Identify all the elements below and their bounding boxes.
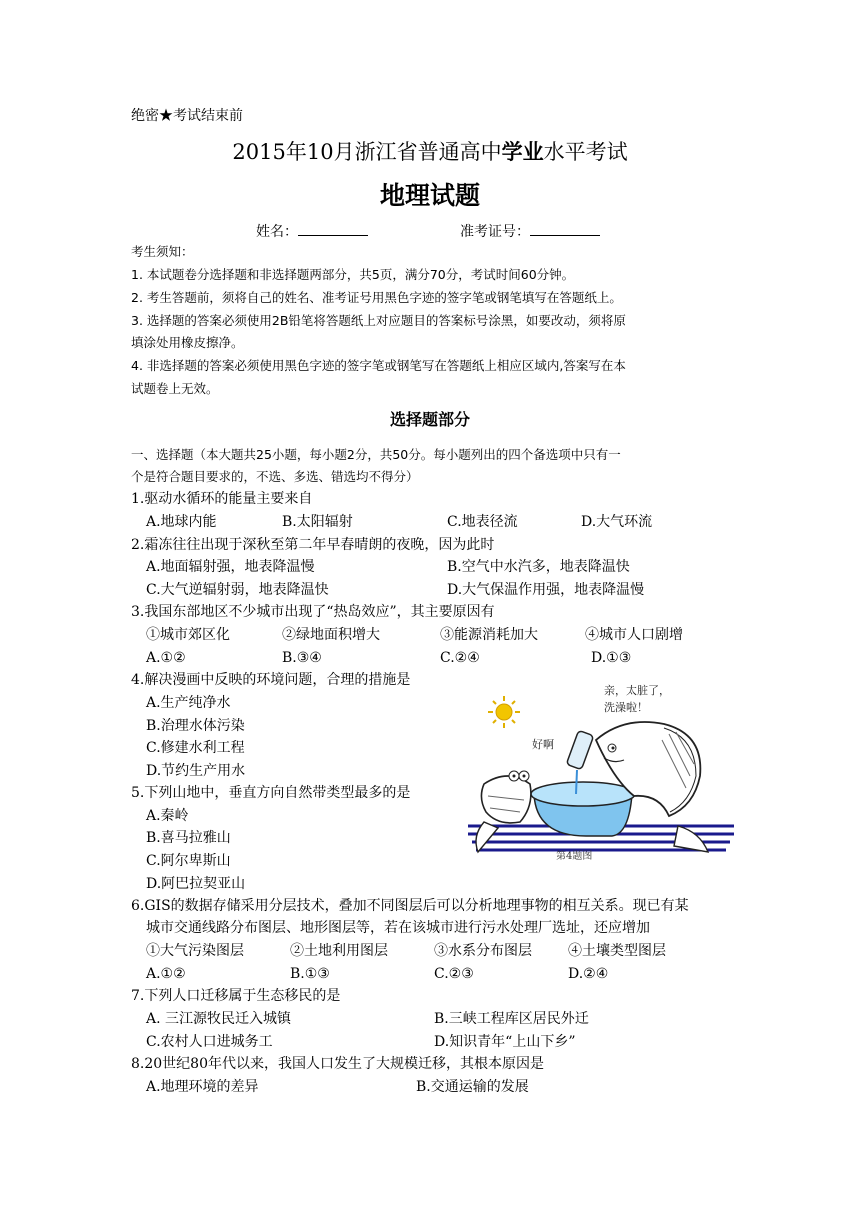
subject-title: 地理试题 <box>379 181 480 210</box>
option-d[interactable]: D.阿巴拉契亚山 <box>146 876 246 892</box>
question-stem: 6.GIS的数据存储采用分层技术，叠加不同图层后可以分析地理事物的相互关系。现已有某 <box>131 898 689 914</box>
basin-icon <box>531 782 635 836</box>
exam-title-bold: 学业 <box>501 140 544 164</box>
speech-big-line2: 洗澡啦！ <box>604 701 648 714</box>
choice-item: ②土地利用图层 <box>290 943 388 959</box>
option-b[interactable]: B.空气中水汽多，地表降温快 <box>447 559 630 575</box>
instructions-line: 一、选择题（本大题共25小题，每小题2分，共50分。每小题列出的四个备选项中只有一 <box>131 447 621 462</box>
option-c[interactable]: C.②④ <box>440 650 480 666</box>
option-c[interactable]: C.农村人口进城务工 <box>146 1034 273 1050</box>
option-c[interactable]: C.大气逆辐射弱，地表降温快 <box>146 582 329 598</box>
choice-item: ③水系分布图层 <box>434 943 532 959</box>
choice-item: ③能源消耗加大 <box>440 627 538 643</box>
question-stem: 8.20世纪80年代以来，我国人口发生了大规模迁移，其根本原因是 <box>131 1056 544 1072</box>
option-a[interactable]: A. 三江源牧民迁入城镇 <box>146 1011 292 1027</box>
fish-cartoon-illustration <box>464 676 744 868</box>
option-a[interactable]: A.地球内能 <box>146 514 217 530</box>
name-label: 姓名： <box>256 224 298 240</box>
notice-item: 试题卷上无效。 <box>131 381 219 396</box>
option-b[interactable]: B.交通运输的发展 <box>416 1079 529 1095</box>
exam-title <box>0 138 860 166</box>
choice-item: ①大气污染图层 <box>146 943 244 959</box>
speech-small: 好啊 <box>532 738 554 751</box>
question-stem-continued: 城市交通线路分布图层、地形图层等，若在该城市进行污水处理厂选址，还应增加 <box>146 920 650 936</box>
option-b[interactable]: B.①③ <box>290 966 330 982</box>
figure-caption: 第4题图 <box>556 851 593 862</box>
speech-big-line1: 亲，太脏了， <box>604 684 670 697</box>
option-b[interactable]: B.喜马拉雅山 <box>146 830 231 846</box>
option-c[interactable]: C.修建水利工程 <box>146 740 245 756</box>
option-d[interactable]: D.大气保温作用强，地表降温慢 <box>447 582 645 598</box>
notice-item: 2. 考生答题前，须将自己的姓名、准考证号用黑色字迹的签字笔或钢笔填写在答题纸上。 <box>131 290 622 305</box>
option-c[interactable]: C.阿尔卑斯山 <box>146 853 231 869</box>
question-stem: 5.下列山地中，垂直方向自然带类型最多的是 <box>131 785 411 801</box>
question-stem: 1.驱动水循环的能量主要来自 <box>131 491 313 507</box>
notice-item: 填涂处用橡皮擦净。 <box>131 335 244 350</box>
option-a[interactable]: A.①② <box>146 966 186 982</box>
option-c[interactable]: C.地表径流 <box>447 514 518 530</box>
choice-item: ④城市人口剧增 <box>585 627 683 643</box>
section-title: 选择题部分 <box>389 410 470 429</box>
option-d[interactable]: D.②④ <box>568 966 609 982</box>
choice-item: ①城市郊区化 <box>146 627 230 643</box>
question-stem: 4.解决漫画中反映的环境问题，合理的措施是 <box>131 672 411 688</box>
notice-heading: 考生须知： <box>131 244 194 259</box>
option-d[interactable]: D.节约生产用水 <box>146 763 246 779</box>
exam-id-label: 准考证号： <box>460 224 530 240</box>
question-stem: 7.下列人口迁移属于生态移民的是 <box>131 988 341 1004</box>
option-a[interactable]: A.①② <box>146 650 186 666</box>
option-a[interactable]: A.地理环境的差异 <box>146 1079 259 1095</box>
notice-item: 4. 非选择题的答案必须使用黑色字迹的签字笔或钢笔写在答题纸上相应区域内,答案写在本 <box>131 358 626 373</box>
question-stem: 2.霜冻往往出现于深秋至第二年早春晴朗的夜晚，因为此时 <box>131 537 495 553</box>
option-a[interactable]: A.生产纯净水 <box>146 695 231 711</box>
option-b[interactable]: B.三峡工程库区居民外迁 <box>434 1011 589 1027</box>
option-b[interactable]: B.③④ <box>282 650 322 666</box>
exam-title-part: 水平考试 <box>543 140 628 164</box>
choice-item: ②绿地面积增大 <box>282 627 380 643</box>
option-c[interactable]: C.②③ <box>434 966 474 982</box>
question-stem: 3.我国东部地区不少城市出现了“热岛效应”，其主要原因有 <box>131 604 495 620</box>
cartoon-figure <box>464 676 744 868</box>
exam-id-blank[interactable] <box>530 221 600 236</box>
choice-item: ④土壤类型图层 <box>568 943 666 959</box>
option-a[interactable]: A.地面辐射强，地表降温慢 <box>146 559 315 575</box>
option-b[interactable]: B.太阳辐射 <box>282 514 353 530</box>
confidential-label: 绝密★考试结束前 <box>131 108 243 124</box>
exam-id-field <box>460 221 600 242</box>
name-blank[interactable] <box>298 221 368 236</box>
option-d[interactable]: D.大气环流 <box>581 514 653 530</box>
small-fish-icon <box>476 771 531 852</box>
option-b[interactable]: B.治理水体污染 <box>146 718 245 734</box>
option-a[interactable]: A.秦岭 <box>146 808 189 824</box>
notice-item: 3. 选择题的答案必须使用2B铅笔将答题纸上对应题目的答案标号涂黑，如要改动，须将原 <box>131 313 626 328</box>
instructions-line: 个是符合题目要求的，不选、多选、错选均不得分） <box>131 469 419 484</box>
sun-icon <box>488 696 520 728</box>
name-field <box>256 221 368 242</box>
notice-item: 1. 本试题卷分选择题和非选择题两部分，共5页，满分70分，考试时间60分钟。 <box>131 267 575 282</box>
option-d[interactable]: D.①③ <box>591 650 632 666</box>
exam-title-part: 2015年10月浙江省普通高中 <box>232 140 502 164</box>
option-d[interactable]: D.知识青年“上山下乡” <box>434 1034 576 1050</box>
